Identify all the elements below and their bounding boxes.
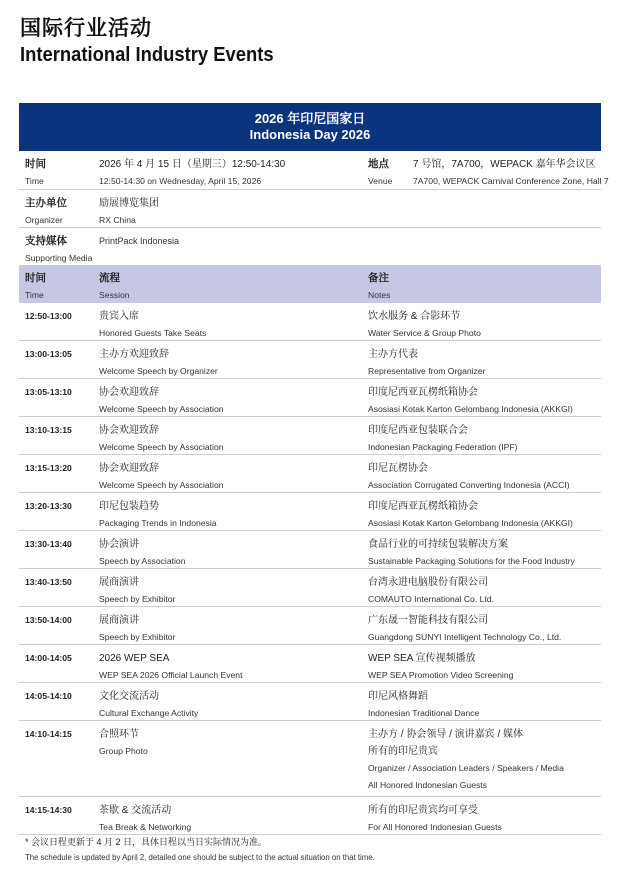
session-cn: 印尼包装趋势 [99, 501, 159, 512]
table-row [19, 569, 601, 607]
row-time: 14:05-14:10 [25, 691, 72, 701]
table-row [19, 303, 601, 341]
session-cn: 2026 WEP SEA [99, 653, 170, 664]
schedule-header [19, 265, 601, 303]
organizer-label-en: Organizer [25, 215, 63, 225]
session-en: Welcome Speech by Association [99, 442, 224, 452]
header-notes-cn: 备注 [368, 272, 389, 284]
session-en: WEP SEA 2026 Official Launch Event [99, 670, 243, 680]
event-title-band [19, 103, 601, 151]
header-time-cn: 时间 [25, 272, 46, 284]
event-title-cn: 2026 年印尼国家日 [254, 111, 366, 126]
table-row [19, 645, 601, 683]
session-cn: 协会欢迎致辞 [99, 425, 159, 436]
notes-cn: 食品行业的可持续包装解决方案 [368, 539, 508, 550]
footnote-en: The schedule is updated by April 2, detailed one should be subject to the actual situation on that time. [25, 853, 375, 862]
notes-en: Indonesian Packaging Federation (IPF) [368, 442, 518, 452]
session-en: Group Photo [99, 746, 148, 756]
table-row [19, 721, 601, 797]
notes-en: Asosiasi Kotak Karton Gelombang Indonesia (AKKGI) [368, 518, 573, 528]
notes-en: Water Service & Group Photo [368, 328, 481, 338]
info-row-time [19, 151, 609, 190]
session-en: Welcome Speech by Organizer [99, 366, 218, 376]
session-cn: 展商演讲 [99, 615, 139, 626]
notes-en-2: All Honored Indonesian Guests [368, 780, 487, 790]
organizer-value-en: RX China [99, 215, 136, 225]
notes-en: Organizer / Association Leaders / Speakers / Media [368, 763, 564, 773]
info-row-organizer [19, 190, 601, 228]
organizer-label-cn: 主办单位 [25, 197, 67, 209]
media-value: PrintPack Indonesia [99, 236, 180, 246]
row-time: 13:10-13:15 [25, 425, 72, 435]
schedule-rows [19, 303, 601, 835]
notes-cn: 印度尼西亚瓦楞纸箱协会 [368, 501, 478, 512]
notes-en: For All Honored Indonesian Guests [368, 822, 502, 832]
row-time: 13:50-14:00 [25, 615, 72, 625]
session-en: Cultural Exchange Activity [99, 708, 199, 718]
row-time: 14:10-14:15 [25, 729, 72, 739]
venue-value-en: 7A700, WEPACK Carnival Conference Zone, Hall 7 [413, 176, 609, 186]
notes-cn: 印度尼西亚包装联合会 [368, 425, 468, 436]
header-session-cn: 流程 [99, 272, 120, 284]
table-row [19, 607, 601, 645]
time-label-en: Time [25, 176, 44, 186]
venue-label-en: Venue [368, 176, 393, 186]
table-row [19, 417, 601, 455]
notes-cn: 主办方 / 协会领导 / 演讲嘉宾 / 媒体 [368, 729, 524, 740]
notes-cn: 所有的印尼贵宾均可享受 [368, 805, 478, 816]
media-label-en: Supporting Media [25, 253, 93, 263]
organizer-value-cn: 励展博览集团 [99, 198, 159, 209]
table-row [19, 341, 601, 379]
page-title-cn: 国际行业活动 [20, 17, 152, 40]
table-row [19, 683, 601, 721]
table-row [19, 455, 601, 493]
row-time: 13:05-13:10 [25, 387, 72, 397]
session-cn: 协会欢迎致辞 [99, 463, 159, 474]
session-cn: 协会欢迎致辞 [99, 387, 159, 398]
notes-cn: 饮水服务 & 合影环节 [368, 311, 461, 322]
footnote-cn: * 会议日程更新于 4 月 2 日，具体日程以当日实际情况为准。 [25, 837, 268, 847]
session-cn: 贵宾入席 [99, 311, 139, 322]
session-cn: 文化交流活动 [99, 691, 159, 702]
session-en: Speech by Association [99, 556, 186, 566]
table-row [19, 797, 601, 835]
time-label-cn: 时间 [25, 158, 46, 170]
venue-label-cn: 地点 [368, 158, 389, 170]
row-time: 13:20-13:30 [25, 501, 72, 511]
header-time-en: Time [25, 290, 44, 300]
notes-en: COMAUTO International Co. Ltd. [368, 594, 494, 604]
session-en: Honored Guests Take Seats [99, 328, 207, 338]
notes-cn: 印尼风格舞蹈 [368, 691, 428, 702]
notes-cn: 广东晟一智能科技有限公司 [368, 615, 488, 626]
footnote [25, 835, 375, 865]
notes-en: Asosiasi Kotak Karton Gelombang Indonesia (AKKGI) [368, 404, 573, 414]
notes-en: Representative from Organizer [368, 366, 486, 376]
session-en: Speech by Exhibitor [99, 632, 176, 642]
event-table [19, 103, 609, 835]
notes-cn: 印尼瓦楞协会 [368, 463, 428, 474]
row-time: 14:15-14:30 [25, 805, 72, 815]
page-title-en: International Industry Events [20, 44, 274, 66]
notes-cn: 主办方代表 [368, 349, 418, 360]
session-en: Tea Break & Networking [99, 822, 192, 832]
notes-en: Guangdong SUNYI Intelligent Technology Co., Ltd. [368, 632, 562, 642]
notes-en: WEP SEA Promotion Video Screening [368, 670, 514, 680]
notes-cn: WEP SEA 宣传视频播放 [368, 653, 476, 664]
table-row [19, 493, 601, 531]
row-time: 14:00-14:05 [25, 653, 72, 663]
row-time: 13:00-13:05 [25, 349, 72, 359]
session-cn: 协会演讲 [99, 539, 139, 550]
session-cn: 茶歇 & 交流活动 [99, 805, 172, 816]
notes-cn: 台湾永进电脑股份有限公司 [368, 577, 488, 588]
session-cn: 展商演讲 [99, 577, 139, 588]
info-row-media [19, 228, 601, 265]
time-value-cn: 2026 年 4 月 15 日（星期三）12:50-14:30 [99, 159, 286, 170]
session-en: Packaging Trends in Indonesia [99, 518, 217, 528]
row-time: 12:50-13:00 [25, 311, 72, 321]
session-cn: 主办方欢迎致辞 [99, 349, 169, 360]
row-time: 13:15-13:20 [25, 463, 72, 473]
notes-cn-2: 所有的印尼贵宾 [368, 746, 438, 757]
notes-en: Association Corrugated Converting Indonesia (ACCI) [368, 480, 570, 490]
table-row [19, 379, 601, 417]
row-time: 13:40-13:50 [25, 577, 72, 587]
header-notes-en: Notes [368, 290, 391, 300]
session-en: Welcome Speech by Association [99, 480, 224, 490]
header-session-en: Session [99, 290, 130, 300]
venue-value-cn: 7 号馆，7A700，WEPACK 嘉年华会议区 [413, 159, 596, 170]
media-label-cn: 支持媒体 [25, 235, 67, 247]
event-title-en: Indonesia Day 2026 [249, 127, 371, 142]
table-row [19, 531, 601, 569]
session-cn: 合照环节 [99, 729, 139, 740]
session-en: Speech by Exhibitor [99, 594, 176, 604]
row-time: 13:30-13:40 [25, 539, 72, 549]
notes-cn: 印度尼西亚瓦楞纸箱协会 [368, 387, 478, 398]
time-value-en: 12:50-14:30 on Wednesday, April 15, 2026 [99, 176, 262, 186]
notes-en: Indonesian Traditional Dance [368, 708, 480, 718]
session-en: Welcome Speech by Association [99, 404, 224, 414]
notes-en: Sustainable Packaging Solutions for the Food Industry [368, 556, 575, 566]
